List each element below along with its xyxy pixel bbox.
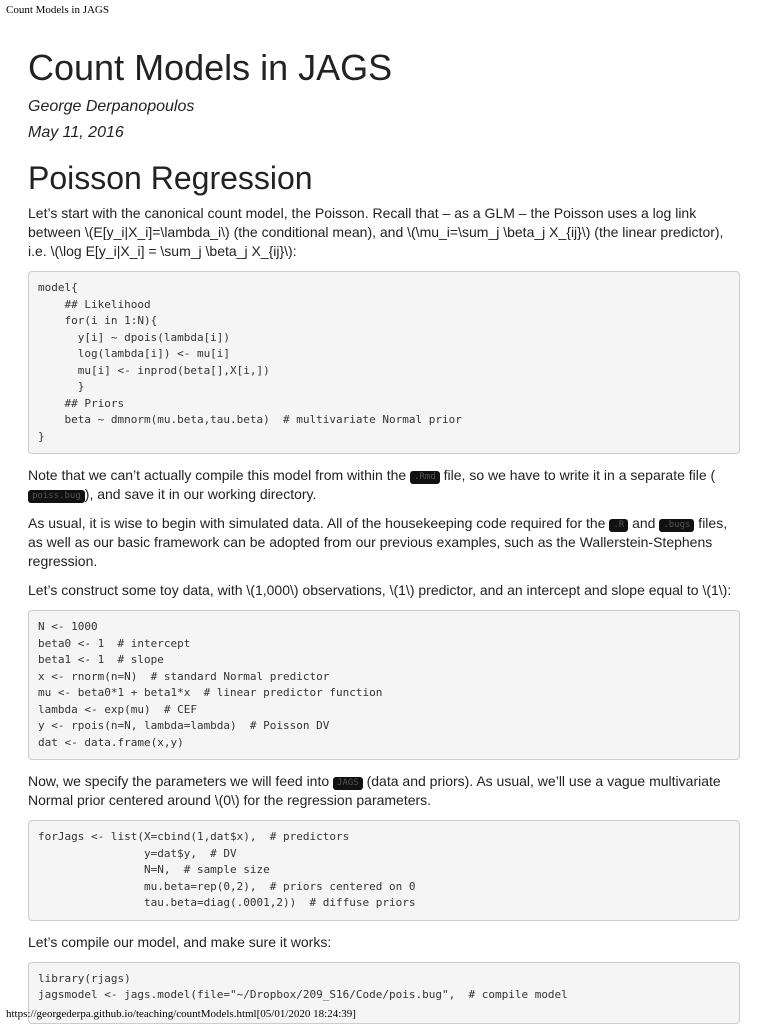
code-line: x <- rnorm(n=N) # standard Normal predictor bbox=[38, 669, 330, 683]
code-line: jagsmodel <- jags.model(file="~/Dropbox/209_S16/Code/pois.bug", # compile model bbox=[38, 988, 568, 1001]
code-line: dat <- data.frame(x,y) bbox=[38, 735, 184, 749]
code-line: N <- 1000 bbox=[38, 620, 98, 633]
code-line: library(rjags) bbox=[38, 971, 131, 985]
code-line: tau.beta=diag(.0001,2)) # diffuse priors bbox=[38, 896, 416, 909]
paragraph-intro: Let’s start with the canonical count model, the Poisson. Recall that – as a GLM – the Poisson uses a log link between \(E[y_i|X_i]=\lambda_i\) (the conditional mean), and \(\mu_i=\sum_j \beta_j X_{ij}\) (the linear predictor), i.e. \(\log E[y_i|X_i] = \sum_j \beta_j X_{ij}\): bbox=[28, 205, 724, 259]
code-line: model{ bbox=[38, 281, 78, 294]
inline-code-r: .R bbox=[609, 519, 628, 532]
code-line: forJags <- list(X=cbind(1,dat$x), # predictors bbox=[38, 830, 350, 843]
code-line: beta0 <- 1 # intercept bbox=[38, 636, 191, 650]
page-title: Count Models in JAGS bbox=[28, 47, 393, 88]
code-block-toy-data bbox=[28, 610, 740, 760]
text: (data and priors). As usual, we’ll use a vague multivariate Normal prior centered around \(0\) for the regression parameters. bbox=[28, 773, 721, 808]
text: files, as well as our basic framework can be adopted from our previous examples, such as the Wallerstein-Stephens regression. bbox=[28, 515, 728, 569]
text: file, so we have to write it in a separate file ( bbox=[439, 467, 716, 483]
code-line: N=N, # sample size bbox=[38, 863, 270, 876]
code-block-forjags bbox=[28, 820, 740, 921]
inline-code-rmd: .Rmd bbox=[410, 471, 440, 484]
code-line: mu[i] <- inprod(beta[],X[i,]) bbox=[38, 363, 270, 377]
code-line: } bbox=[38, 429, 45, 443]
section-title-poisson: Poisson Regression bbox=[28, 160, 313, 196]
code-line: y[i] ~ dpois(lambda[i]) bbox=[38, 330, 231, 344]
inline-code-bugs: .bugs bbox=[659, 519, 694, 532]
code-line: beta1 <- 1 # slope bbox=[38, 653, 164, 666]
code-line: log(lambda[i]) <- mu[i] bbox=[38, 347, 231, 360]
paragraph-toy-data: Let’s construct some toy data, with \(1,000\) observations, \(1\) predictor, and an intercept and slope equal to \(1\): bbox=[28, 582, 732, 598]
document-body bbox=[28, 44, 740, 1036]
code-line: mu <- beta0*1 + beta1*x # linear predictor function bbox=[38, 686, 383, 699]
paragraph-compile-note bbox=[28, 466, 740, 504]
inline-code-poiss-bug: poiss.bug bbox=[28, 490, 85, 503]
print-footer: https://georgederpa.github.io/teaching/countModels.html[05/01/2020 18:24:39] bbox=[6, 1008, 356, 1020]
text: ), and save it in our working directory. bbox=[84, 486, 317, 502]
paragraph-simulated-data bbox=[28, 514, 740, 571]
code-line: lambda <- exp(mu) # CEF bbox=[38, 702, 197, 716]
text: Note that we can’t actually compile this model from within the bbox=[28, 467, 411, 483]
text: and bbox=[628, 515, 660, 531]
author: George Derpanopoulos bbox=[28, 98, 195, 115]
code-line: y <- rpois(n=N, lambda=lambda) # Poisson DV bbox=[38, 719, 330, 732]
paragraph-compile: Let’s compile our model, and make sure it works: bbox=[28, 933, 332, 950]
date: May 11, 2016 bbox=[28, 124, 124, 141]
code-block-model bbox=[28, 271, 740, 454]
code-line: y=dat$y, # DV bbox=[38, 846, 237, 860]
text: As usual, it is wise to begin with simulated data. All of the housekeeping code required for the bbox=[28, 515, 610, 531]
code-line: beta ~ dmnorm(mu.beta,tau.beta) # multivariate Normal prior bbox=[38, 413, 462, 426]
print-header: Count Models in JAGS bbox=[6, 4, 109, 16]
text: Now, we specify the parameters we will feed into bbox=[28, 773, 334, 789]
inline-code-jags: JAGS bbox=[333, 777, 363, 790]
code-line: ## Likelihood bbox=[38, 297, 151, 311]
code-line: ## Priors bbox=[38, 396, 125, 410]
code-line: } bbox=[38, 380, 85, 393]
code-line: for(i in 1:N){ bbox=[38, 314, 158, 327]
paragraph-parameters bbox=[28, 772, 740, 810]
code-line: mu.beta=rep(0,2), # priors centered on 0 bbox=[38, 879, 416, 893]
